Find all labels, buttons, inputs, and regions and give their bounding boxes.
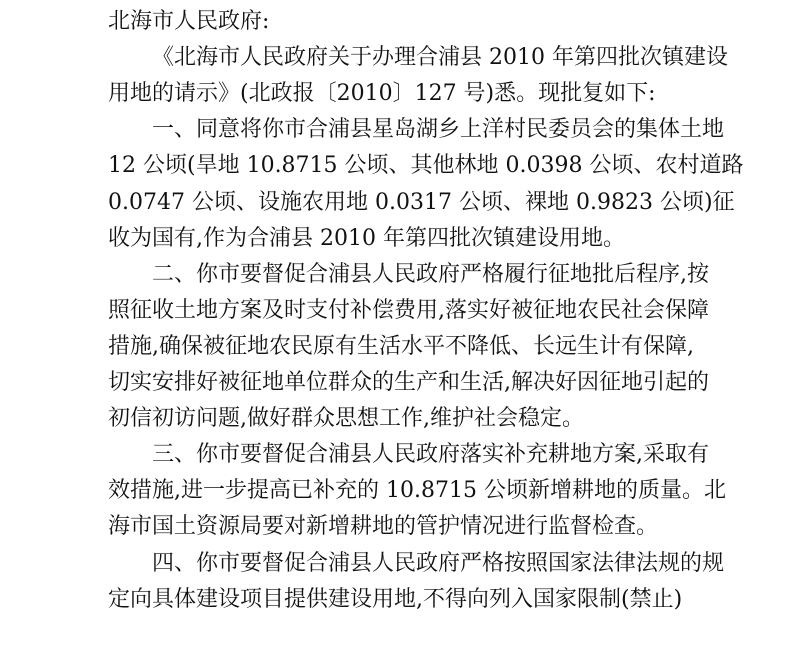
paragraph-item-4-line — [108, 582, 710, 618]
paragraph-intro-line — [152, 40, 729, 76]
text-segment: 四、你市要督促合浦县人民政府严格按照国家法律法规的规 — [152, 551, 725, 576]
text-segment: 公顷)征 — [659, 190, 735, 215]
text-segment: 12 公顷(旱地 — [108, 153, 240, 178]
paragraph-item-2-line — [108, 329, 710, 365]
text-segment: 年第四批次镇建设 — [552, 45, 729, 70]
text-segment: 效措施,进一步提高已补充的 — [108, 478, 379, 503]
text-segment: 0.0747 公顷、设施农用地 — [108, 190, 368, 215]
text-segment: 公顷、农村道路 — [589, 153, 744, 178]
text-segment: 切实安排好被征地单位群众的生产和生活,解决好因征地引起的 — [108, 370, 709, 395]
paragraph-item-1-line — [108, 221, 710, 257]
text-segment: 收为国有,作为合浦县 2010 年第四批次镇建设用地。 — [108, 226, 625, 251]
paragraph-item-2-line — [108, 365, 710, 401]
text-segment: 0.0317 — [367, 190, 459, 215]
addressee-text: 北海市人民政府: — [108, 9, 270, 34]
text-segment: 《北海市人民政府关于办理合浦县 — [152, 45, 483, 70]
text-segment: 公顷、其他林地 — [344, 153, 499, 178]
text-segment: 10.8715 — [239, 153, 345, 178]
paragraph-item-1-line — [152, 112, 725, 148]
text-segment: 二、你市要督促合浦县人民政府严格履行征地批后程序,按 — [152, 262, 709, 287]
addressee — [108, 4, 710, 40]
paragraph-item-2-line — [108, 293, 710, 329]
text-segment: 一、同意将你市合浦县星岛湖乡上洋村民委员会的集体土地 — [152, 117, 725, 142]
paragraph-intro-line — [108, 76, 710, 112]
text-segment: 2010 — [482, 45, 552, 70]
text-segment: 0.0398 — [498, 153, 590, 178]
paragraph-item-3-line — [152, 437, 710, 473]
text-segment: 公顷、裸地 — [458, 190, 569, 215]
text-segment: 用地的请示》(北政报〔2010〕127 号)悉。现批复如下: — [108, 81, 656, 106]
text-segment: 初信初访问题,做好群众思想工作,维护社会稳定。 — [108, 406, 584, 431]
paragraph-item-2-line — [108, 401, 710, 437]
text-segment: 10.8715 — [379, 478, 484, 503]
text-segment: 0.9823 — [568, 190, 660, 215]
text-segment: 措施,确保被征地农民原有生活水平不降低、长远生计有保障, — [108, 334, 694, 359]
paragraph-item-1-line — [108, 185, 735, 221]
paragraph-item-3-line — [108, 509, 710, 545]
paragraph-item-3-line — [108, 473, 726, 509]
paragraph-item-1-line — [108, 148, 744, 184]
text-segment: 照征收土地方案及时支付补偿费用,落实好被征地农民社会保障 — [108, 298, 709, 323]
paragraph-item-4-line — [152, 546, 725, 582]
text-segment: 公顷新增耕地的质量。北 — [483, 478, 726, 503]
text-segment: 海市国土资源局要对新增耕地的管护情况进行监督检查。 — [108, 514, 659, 539]
paragraph-item-2-line — [152, 257, 710, 293]
text-segment: 三、你市要督促合浦县人民政府落实补充耕地方案,采取有 — [152, 442, 709, 467]
text-segment: 定向具体建设项目提供建设用地,不得向列入国家限制(禁止) — [108, 587, 683, 612]
